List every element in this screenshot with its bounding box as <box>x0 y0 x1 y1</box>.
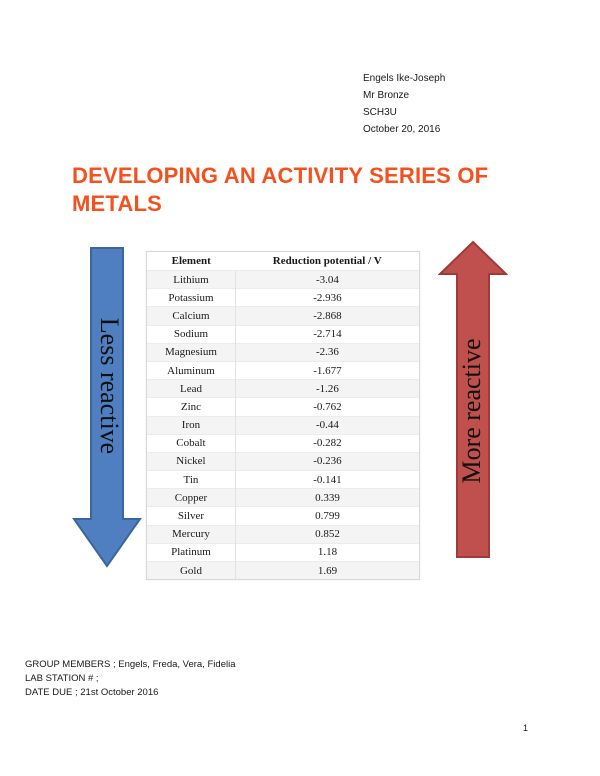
potential-cell: 0.852 <box>235 525 419 543</box>
lab-station: LAB STATION # ; <box>25 673 99 684</box>
table-row <box>147 380 419 398</box>
potential-cell: -3.04 <box>235 271 419 289</box>
element-cell: Platinum <box>147 543 235 561</box>
table-row <box>147 562 419 580</box>
element-cell: Gold <box>147 562 235 580</box>
activity-series-figure <box>72 240 512 577</box>
element-cell: Lithium <box>147 271 235 289</box>
element-cell: Tin <box>147 471 235 489</box>
potential-cell: -0.282 <box>235 434 419 452</box>
table-row <box>147 416 419 434</box>
potential-cell: 1.18 <box>235 543 419 561</box>
element-cell: Mercury <box>147 525 235 543</box>
footer-info <box>25 658 235 700</box>
element-cell: Lead <box>147 380 235 398</box>
potential-cell: -2.868 <box>235 307 419 325</box>
element-cell: Calcium <box>147 307 235 325</box>
potential-cell: 0.799 <box>235 507 419 525</box>
date-due: DATE DUE ; 21st October 2016 <box>25 687 159 698</box>
table-row <box>147 361 419 379</box>
potential-cell: -1.26 <box>235 380 419 398</box>
less-reactive-label: Less reactive <box>95 317 124 455</box>
potential-cell: -1.677 <box>235 361 419 379</box>
potential-cell: -0.141 <box>235 471 419 489</box>
potential-cell: -0.44 <box>235 416 419 434</box>
teacher-name: Mr Bronze <box>363 90 410 101</box>
table-row <box>147 525 419 543</box>
table-header-row <box>147 252 419 271</box>
potential-cell: -0.236 <box>235 452 419 470</box>
element-cell: Silver <box>147 507 235 525</box>
table-row <box>147 507 419 525</box>
reduction-potential-table <box>146 251 420 580</box>
author-block <box>363 70 445 138</box>
potential-cell: -2.714 <box>235 325 419 343</box>
table-row <box>147 543 419 561</box>
course-code: SCH3U <box>363 107 397 118</box>
table-row <box>147 343 419 361</box>
author-name: Engels Ike-Joseph <box>363 73 446 84</box>
table-row <box>147 325 419 343</box>
element-cell: Potassium <box>147 289 235 307</box>
table-row <box>147 271 419 289</box>
group-members: GROUP MEMBERS ; Engels, Freda, Vera, Fidelia <box>25 659 236 670</box>
page-number: 1 <box>523 723 529 733</box>
element-cell: Sodium <box>147 325 235 343</box>
table-row <box>147 289 419 307</box>
potential-cell: -2.936 <box>235 289 419 307</box>
table-row <box>147 434 419 452</box>
element-cell: Nickel <box>147 452 235 470</box>
table-row <box>147 489 419 507</box>
element-cell: Zinc <box>147 398 235 416</box>
table-row <box>147 398 419 416</box>
element-cell: Aluminum <box>147 361 235 379</box>
potential-column-header: Reduction potential / V <box>272 255 382 267</box>
potential-cell: 0.339 <box>235 489 419 507</box>
element-column-header: Element <box>171 255 211 267</box>
element-cell: Copper <box>147 489 235 507</box>
table-row <box>147 307 419 325</box>
page-title: DEVELOPING AN ACTIVITY SERIES OF METALS <box>72 163 489 216</box>
potential-cell: -0.762 <box>235 398 419 416</box>
element-cell: Magnesium <box>147 343 235 361</box>
element-cell: Cobalt <box>147 434 235 452</box>
report-date: October 20, 2016 <box>363 124 441 135</box>
potential-cell: -2.36 <box>235 343 419 361</box>
element-cell: Iron <box>147 416 235 434</box>
table-row <box>147 471 419 489</box>
table-row <box>147 452 419 470</box>
potential-cell: 1.69 <box>235 562 419 580</box>
more-reactive-label: More reactive <box>457 338 486 484</box>
